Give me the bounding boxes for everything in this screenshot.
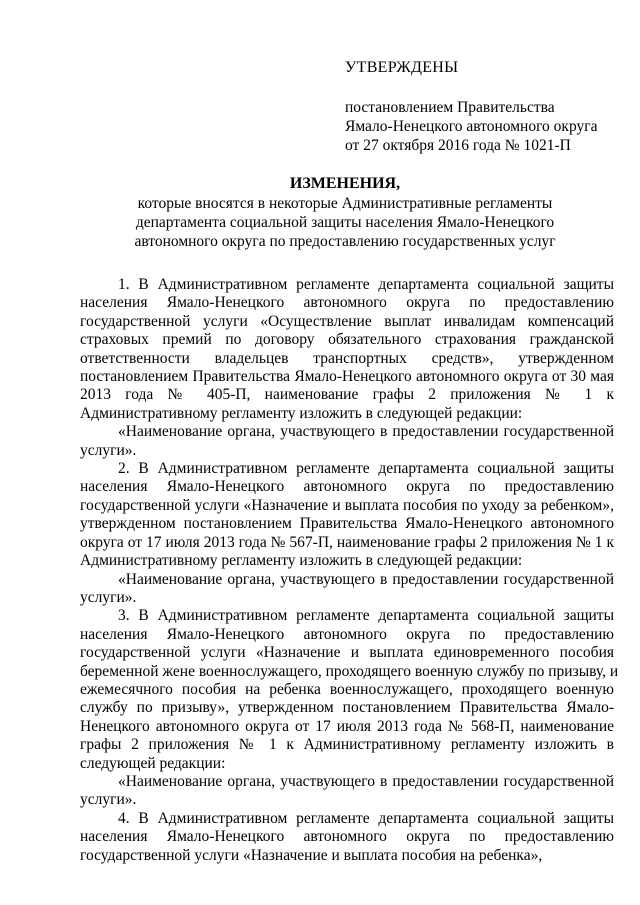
paragraph-line: «Наименование органа, участвующего в предоставлении государственной [118,570,614,588]
paragraph-line: населения Ямало-Ненецкого автономного округа по предоставлению [80,828,614,846]
approval-block [345,58,635,155]
paragraph [80,423,614,460]
paragraph-line: услуги». [80,588,137,606]
paragraph [80,607,619,773]
paragraph-line: Административному регламенту изложить в следующей редакции: [80,404,523,422]
paragraph-line: постановлением Правительства Ямало-Ненецкого автономного округа от 30 мая [80,368,614,386]
approval-line: постановлением Правительства [345,99,555,116]
paragraph-line: населения Ямало-Ненецкого автономного округа по предоставлению [80,478,614,496]
paragraph-line: «Наименование органа, участвующего в предоставлении государственной [118,423,614,441]
paragraph-line: службу по призыву», утвержденном постановлением Правительства Ямало- [80,699,614,717]
paragraph-line: Административному регламенту изложить в следующей редакции: [80,552,523,570]
heading-subtitle-line: департамента социальной защиты населения Ямало-Ненецкого [135,214,555,231]
paragraph-line: государственной услуги «Осуществление выплат инвалидам компенсаций [80,312,614,330]
paragraph [80,460,614,570]
paragraph-line: государственной услуги «Назначение и выплата пособия по уходу за ребенком», [80,496,614,514]
heading-subtitle-line: автономного округа по предоставлению государственных услуг [134,233,556,250]
paragraph-line: государственной услуги «Назначение и выплата единовременного пособия [80,644,614,662]
paragraph-line: графы 2 приложения № 1 к Административному регламенту изложить в [80,736,614,754]
paragraph-line: страховых премий по договору обязательного страхования гражданской [80,331,614,349]
paragraph-line: ежемесячного пособия на ребенка военнослужащего, проходящего военную [80,680,614,698]
paragraph-line: округа от 17 июля 2013 года № 567-П, наименование графы 2 приложения № 1 к [80,533,614,551]
approval-line: Ямало-Ненецкого автономного округа [345,118,598,135]
paragraph-line: беременной жене военнослужащего, проходящего военную службу по призыву, и [80,662,619,680]
paragraph-line: 4. В Административном регламенте департамента социальной защиты [118,809,614,827]
paragraph-line: услуги». [80,441,137,459]
paragraph-line: услуги». [80,791,137,809]
paragraph-line: 2013 года № 405-П, наименование графы 2 приложения № 1 к [80,386,614,404]
paragraph-line: государственной услуги «Назначение и выплата пособия на ребенка», [80,846,543,864]
paragraph-line: 3. В Административном регламенте департамента социальной защиты [118,607,614,625]
approval-line: от 27 октября 2016 года № 1021-П [345,137,571,154]
paragraph-line: населения Ямало-Ненецкого автономного округа по предоставлению [80,625,614,643]
document-body [80,276,619,865]
paragraph-line: утвержденном постановлением Правительства Ямало-Ненецкого автономного [80,515,614,533]
paragraph-line: населения Ямало-Ненецкого автономного округа по предоставлению [80,294,614,312]
approval-title: УТВЕРЖДЕНЫ [345,59,459,76]
heading-title: ИЗМЕНЕНИЯ, [289,175,401,192]
paragraph [80,773,614,810]
paragraph-line: ответственности владельцев транспортных средств», утвержденном [80,349,614,367]
document-heading [80,174,610,251]
heading-subtitle-line: которые вносятся в некоторые Административные регламенты [137,195,553,212]
paragraph-line: 2. В Административном регламенте департамента социальной защиты [118,460,614,478]
paragraph-line: Ненецкого автономного округа от 17 июля 2013 года № 568-П, наименование [80,717,614,735]
paragraph [80,571,614,608]
paragraph-line: 1. В Административном регламенте департамента социальной защиты [118,276,614,293]
paragraph [80,276,614,423]
paragraph-line: «Наименование органа, участвующего в предоставлении государственной [118,772,614,790]
paragraph-line: следующей редакции: [80,754,226,772]
paragraph [80,810,614,865]
